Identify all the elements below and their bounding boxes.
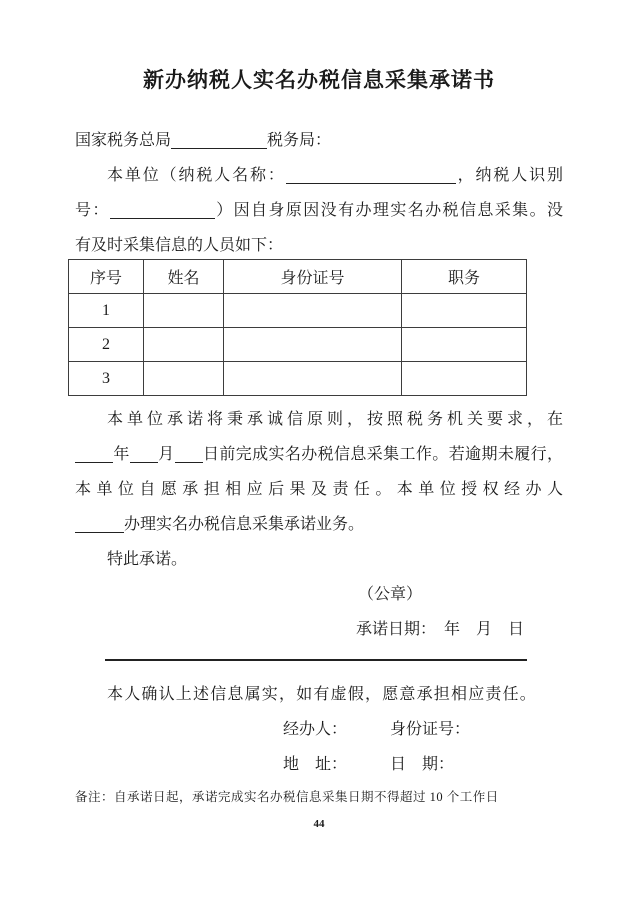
cell-serial-no: 3 xyxy=(69,362,144,396)
cell-name xyxy=(144,294,224,328)
sign-row-agent xyxy=(283,712,563,747)
conclusion-text: 特此承诺。 xyxy=(107,551,188,568)
promise-text: 本单位承诺将秉承诚信原则，按照税务机关要求，在 xyxy=(107,411,563,428)
cell-id-number xyxy=(224,328,402,362)
table-row xyxy=(69,328,527,362)
intro-text: 本单位（纳税人名称： xyxy=(107,167,286,184)
signature-separator-line xyxy=(105,659,527,661)
cell-id-number xyxy=(224,362,402,396)
cell-serial-no: 2 xyxy=(69,328,144,362)
blank-day xyxy=(175,447,203,463)
intro-line-2 xyxy=(75,193,563,228)
blank-taxpayer-name xyxy=(286,168,456,184)
blank-year xyxy=(75,447,113,463)
table-row xyxy=(69,294,527,328)
salutation-prefix: 国家税务总局 xyxy=(75,132,172,149)
doc-title: 新办纳税人实名办税信息采集承诺书 xyxy=(143,68,495,92)
sign-row-address xyxy=(283,747,563,782)
header-name: 姓名 xyxy=(144,260,224,294)
intro-text: ）因自身原因没有办理实名办税信息采集。没 xyxy=(214,202,563,219)
header-duty: 职务 xyxy=(402,260,527,294)
intro-line-3 xyxy=(75,228,563,263)
footnote xyxy=(75,788,563,806)
cell-duty xyxy=(402,362,527,396)
cell-duty xyxy=(402,328,527,362)
uncollected-persons-table xyxy=(68,259,527,396)
confirm-text: 本人确认上述信息属实，如有虚假，愿意承担相应责任。 xyxy=(107,686,538,703)
promise-text: 月 xyxy=(157,446,175,463)
blank-tax-bureau-name xyxy=(171,133,267,149)
cell-name xyxy=(144,362,224,396)
promise-text: 日前完成实名办税信息采集工作。若逾期未履行， xyxy=(202,446,563,463)
cell-duty xyxy=(402,294,527,328)
blank-agent-name xyxy=(75,517,124,533)
salutation-suffix: 税务局： xyxy=(267,132,332,149)
seal-line xyxy=(75,577,563,612)
table-row xyxy=(69,362,527,396)
sign-date-label: 日 期： xyxy=(390,756,455,773)
footnote-text: 备注：自承诺日起，承诺完成实名办税信息采集日期不得超过 10 个工作日 xyxy=(75,790,499,804)
promise-text: 年 xyxy=(113,446,130,463)
intro-line-1 xyxy=(75,158,563,193)
promise-line-1 xyxy=(75,402,563,437)
intro-text: ，纳税人识别 xyxy=(455,167,563,184)
cell-serial-no: 1 xyxy=(69,294,144,328)
commitment-date-text: 承诺日期： 年 月 日 xyxy=(356,621,525,638)
id-number-label: 身份证号： xyxy=(390,721,471,738)
table-header-row xyxy=(69,260,527,294)
promise-line-4 xyxy=(75,507,563,542)
header-id-number: 身份证号 xyxy=(224,260,402,294)
agent-label: 经办人： xyxy=(283,721,348,738)
blank-month xyxy=(130,447,158,463)
paragraph-promise xyxy=(75,402,563,542)
cell-name xyxy=(144,328,224,362)
salutation-line xyxy=(75,123,563,158)
promise-line-2 xyxy=(75,437,563,472)
header-serial-no: 序号 xyxy=(69,260,144,294)
cell-id-number xyxy=(224,294,402,328)
promise-line-3 xyxy=(75,472,563,507)
promise-text: 本单位自愿承担相应后果及责任。本单位授权经办人 xyxy=(75,481,563,498)
confirm-line xyxy=(75,677,563,712)
seal-placeholder: （公章） xyxy=(358,586,423,603)
blank-taxpayer-id xyxy=(110,203,215,219)
paragraph-intro xyxy=(75,158,563,263)
page-number: 44 xyxy=(313,818,325,830)
intro-text: 号： xyxy=(75,202,110,219)
intro-text: 有及时采集信息的人员如下： xyxy=(75,237,284,254)
promise-text: 办理实名办税信息采集承诺业务。 xyxy=(124,516,365,533)
conclusion-line xyxy=(75,542,563,577)
address-label: 地 址： xyxy=(283,756,348,773)
commitment-date-line xyxy=(75,612,563,647)
